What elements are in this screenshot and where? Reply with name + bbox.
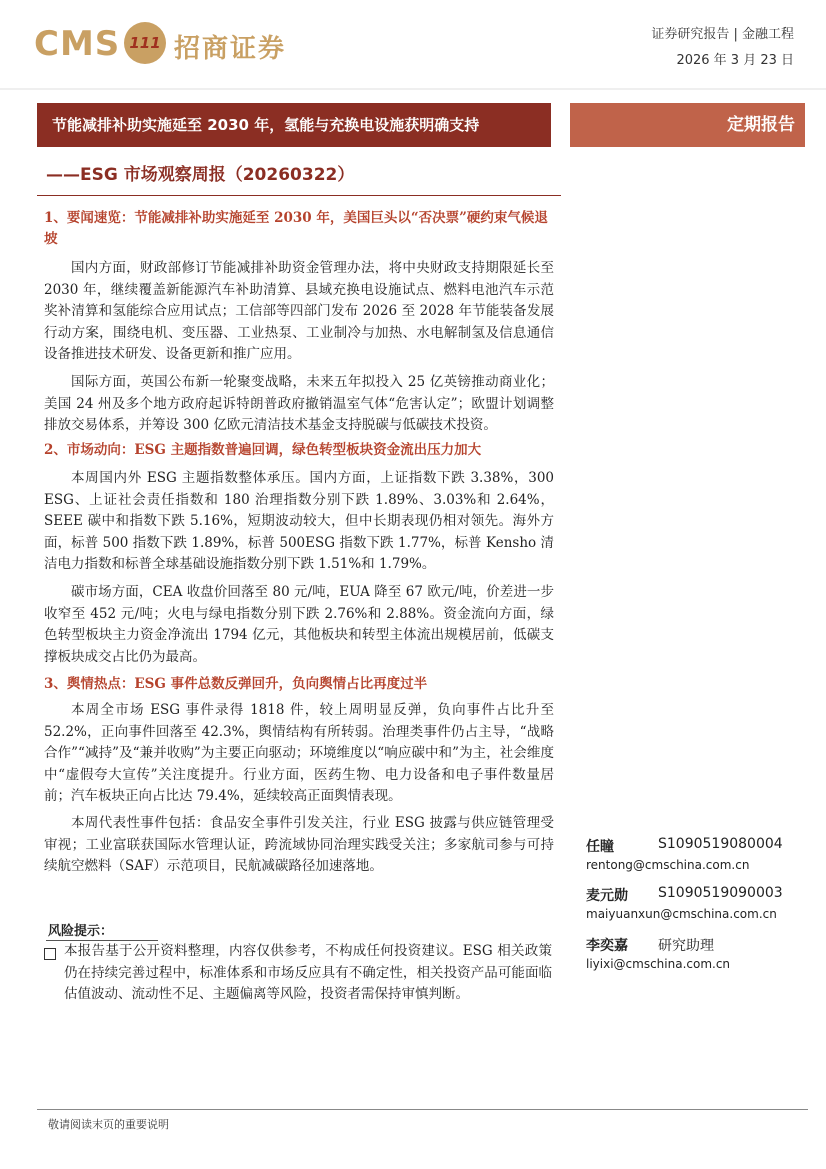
report-subtitle: ——ESG 市场观察周报（20260322） <box>46 165 355 185</box>
analyst-card <box>586 885 806 921</box>
section-1-paragraph-1: 国内方面，财政部修订节能减排补助资金管理办法，将中央财政支持期限延长至 2030 年，继续覆盖新能源汽车补助清算、县域充换电设施试点、燃料电池汽车示范奖补清算和氢能综合应用试点；工信部等四部门发布 2026 至 2028 年节能装备发展行动方案，围绕电机、变压器、工业热泵、工业制冷与加热、水电解制氢及信息通信设备推进技术研发、设备更新和推广应用。 <box>44 260 554 362</box>
checkbox-bullet-icon <box>44 948 56 960</box>
cms-logo <box>34 22 294 72</box>
section-1-paragraph-2: 国际方面，英国公布新一轮聚变战略，未来五年拟投入 25 亿英镑推动商业化；美国 24 州及多个地方政府起诉特朗普政府撤销温室气体“危害认定”；欧盟计划调整排放交易体系，并筹设 300 亿欧元清洁技术基金支持脱碳与低碳技术投资。 <box>44 374 554 433</box>
analyst-name: 任瞳 <box>586 839 614 855</box>
section-3-paragraph-2: 本周代表性事件包括：食品安全事件引发关注，行业 ESG 披露与供应链管理受审视；工业富联获国际水管理认证，跨流域协同治理实践受关注；多家航司参与可持续航空燃料（SAF）示范项目，民航减碳路径加速落地。 <box>44 815 554 874</box>
analyst-name: 麦元勋 <box>586 888 628 904</box>
analyst-role: 研究助理 <box>658 938 714 954</box>
section-2-paragraph-2: 碳市场方面，CEA 收盘价回落至 80 元/吨，EUA 降至 67 欧元/吨，价差进一步收窄至 452 元/吨；火电与绿电指数分别下跌 2.76%和 2.88%。资金流向方面，绿色转型板块主力资金净流出 1794 亿元，其他板块和转型主体流出规模居前，低碳支撑板块成交占比仍为最高。 <box>44 584 554 665</box>
section-3-heading: 3、舆情热点：ESG 事件总数反弹回升，负向舆情占比再度过半 <box>44 676 428 692</box>
report-category: 证券研究报告 | 金融工程 <box>651 27 794 42</box>
title-divider <box>37 195 561 196</box>
section-2-heading: 2、市场动向：ESG 主题指数普遍回调，绿色转型板块资金流出压力加大 <box>44 442 482 458</box>
report-date: 2026 年 3 月 23 日 <box>676 53 794 68</box>
risk-text: 本报告基于公开资料整理，内容仅供参考，不构成任何投资建议。ESG 相关政策仍在持续完善过程中，标准体系和市场反应具有不确定性，相关投资产品可能面临估值波动、流动性不足、主题偏离等风险，投资者需保持审慎判断。 <box>64 943 552 1002</box>
analyst-id: S1090519090003 <box>658 885 783 901</box>
header-meta <box>651 22 794 74</box>
footer-disclaimer: 敬请阅读末页的重要说明 <box>48 1118 169 1131</box>
header-divider <box>0 88 826 90</box>
analyst-email[interactable]: liyixi@cmschina.com.cn <box>586 957 731 971</box>
analyst-email[interactable]: rentong@cmschina.com.cn <box>586 858 750 872</box>
analyst-card <box>586 935 806 971</box>
section-2-paragraph-1: 本周国内外 ESG 主题指数整体承压。国内方面，上证指数下跌 3.38%，300 ESG、上证社会责任指数和 180 治理指数分别下跌 1.89%、3.03%和 2.64%，SEEE 碳中和指数下跌 5.16%，短期波动较大，但中长期表现仍相对领先。海外方面，标普 500 指数下跌 1.89%，标普 500ESG 指数下跌 1.77%，标普 Kensho 清洁电力指数和标普全球基础设施指数分别下跌 1.51%和 1.79%。 <box>44 470 554 572</box>
analyst-card <box>586 836 806 872</box>
report-title: 节能减排补助实施延至 2030 年，氢能与充换电设施获明确支持 <box>37 103 551 147</box>
logo-text: CMS <box>34 24 121 64</box>
section-3-paragraph-1: 本周全市场 ESG 事件录得 1818 件，较上周明显反弹，负向事件占比升至 52.2%，正向事件回落至 42.3%，舆情结构有所转弱。治理类事件仍占主导，“战略合作”“减持”及“兼并收购”为主要正向驱动；环境维度以“响应碳中和”为主，社会维度中“虚假夸大宣传”关注度提升。行业方面，医药生物、电力设备和电子事件数量居前；汽车板块正向占比达 79.4%，延续较高正面舆情表现。 <box>44 702 554 804</box>
analyst-email[interactable]: maiyuanxun@cmschina.com.cn <box>586 907 777 921</box>
section-1-heading: 1、要闻速览：节能减排补助实施延至 2030 年，美国巨头以“否决票”硬约束气候退坡 <box>44 210 548 247</box>
analyst-name: 李奕嘉 <box>586 938 628 954</box>
footer-divider <box>37 1109 808 1110</box>
analyst-id: S1090519080004 <box>658 836 783 852</box>
risk-title: 风险提示： <box>48 924 114 939</box>
logo-cn-text: 招商证券 <box>174 34 287 64</box>
logo-emblem-icon: 111 <box>124 22 166 64</box>
report-type-badge: 定期报告 <box>570 103 805 147</box>
